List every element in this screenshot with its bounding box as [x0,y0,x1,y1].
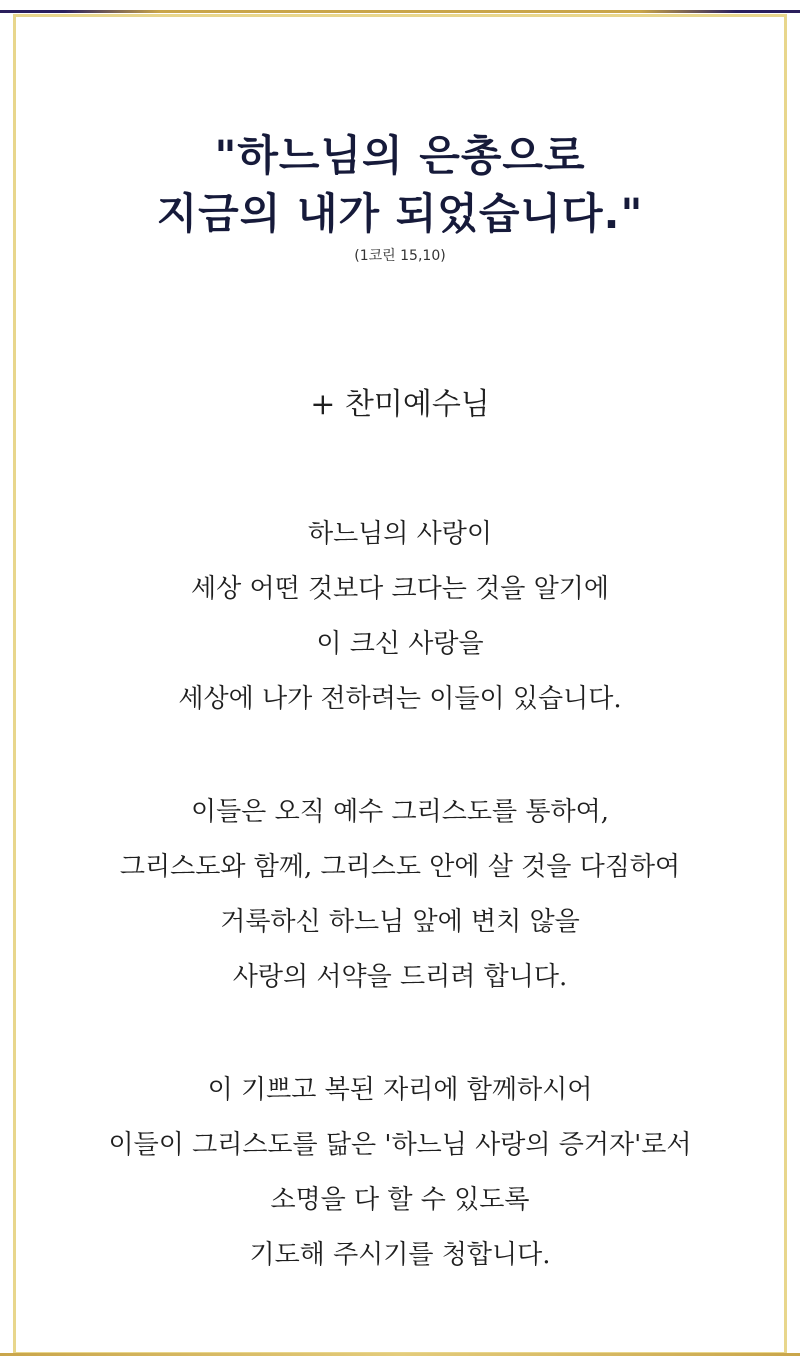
stanza-2 [16,785,784,1005]
title-line-1: "하느님의 은총으로 [214,131,586,180]
dedication-heading: + 찬미예수님 [310,387,490,422]
stanza-line: 이 기쁘고 복된 자리에 함께하시어 [207,1075,593,1105]
top-decorative-strip [0,0,800,13]
stanza-3 [16,1063,784,1283]
stanza-1 [16,507,784,727]
stanza-line: 세상 어떤 것보다 크다는 것을 알기에 [190,574,610,604]
title-line-2: 지금의 내가 되었습니다." [156,189,644,238]
title-block [16,127,784,265]
stanza-line: 하느님의 사랑이 [307,519,493,549]
invitation-card-frame [13,14,787,1355]
stanza-line: 소명을 다 할 수 있도록 [270,1185,530,1215]
stanza-line: 그리스도와 함께, 그리스도 안에 살 것을 다짐하여 [119,852,681,882]
stanza-line: 세상에 나가 전하려는 이들이 있습니다. [178,684,622,714]
stanza-line: 기도해 주시기를 청합니다. [249,1240,551,1270]
bottom-decorative-strip [0,1353,800,1365]
stanza-line: 이 크신 사랑을 [316,629,484,659]
stanza-line: 거룩하신 하느님 앞에 변치 않을 [220,907,580,937]
invitation-body [16,507,784,1341]
stanza-line: 사랑의 서약을 드리려 합니다. [232,962,568,992]
stanza-line: 이들은 오직 예수 그리스도를 통하여, [190,797,610,827]
stanza-line: 이들이 그리스도를 닮은 '하느님 사랑의 증거자'로서 [108,1130,692,1160]
top-divider-line [0,10,800,13]
bottom-divider-line [0,1353,800,1356]
bible-citation: (1코린 15,10) [354,248,446,264]
